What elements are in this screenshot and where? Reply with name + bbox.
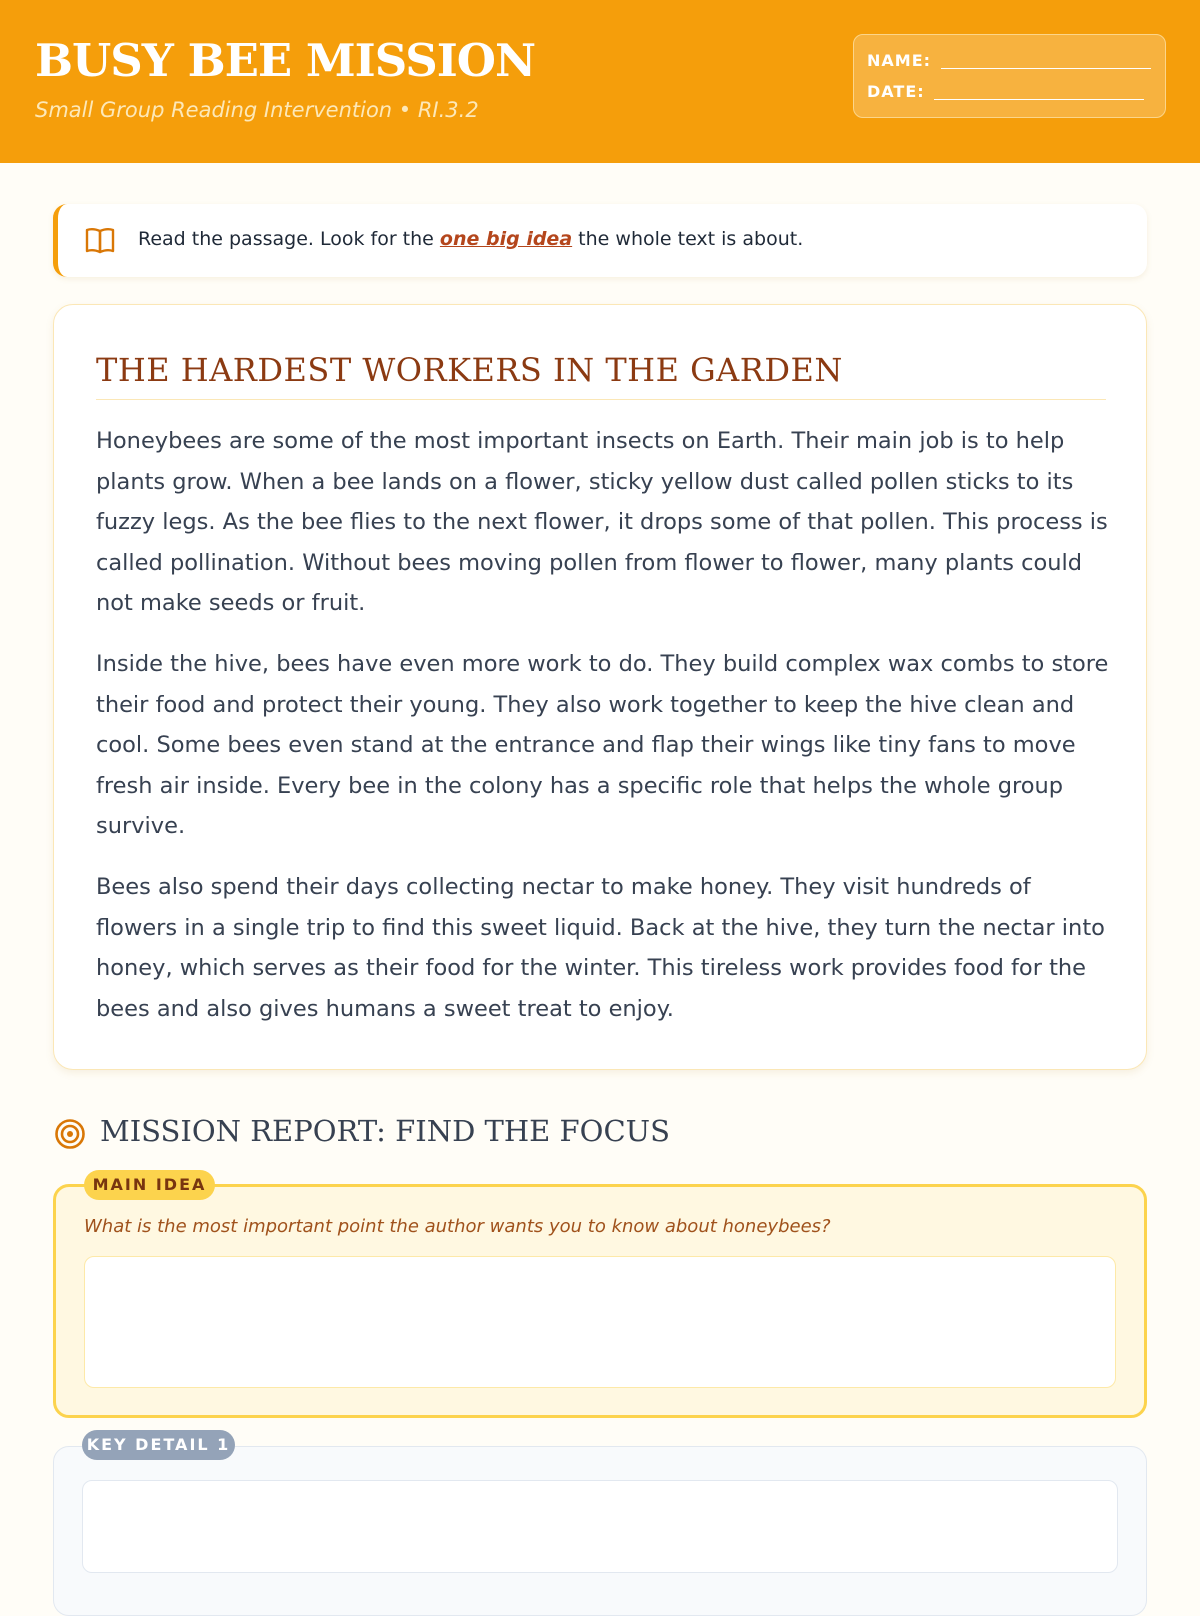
date-field[interactable] [934,99,1144,100]
passage-card [53,304,1147,1070]
worksheet-title: BUSY BEE MISSION [35,34,536,87]
instruction-banner [53,204,1147,277]
instruction-emphasis: one big idea [439,228,573,250]
header-banner [0,0,1200,163]
instruction-text-after: the whole text is about. [572,228,804,250]
instruction-text-before: Read the passage. Look for the [138,228,440,250]
passage-paragraph-2: Inside the hive, bees have even more work to do. They build complex wax combs to store their food and protect their young. They also work together to keep the hive clean and cool. Some bees even stand at the entrance and flap their wings like tiny fans to move fresh air inside. Every bee in the colony has a specific role that helps the whole group survive. [96,651,1109,839]
passage-title: THE HARDEST WORKERS IN THE GARDEN [96,351,843,389]
key-detail-1-answer-box[interactable] [82,1480,1118,1573]
worksheet-subtitle: Small Group Reading Intervention • RI.3.2 [35,98,479,122]
passage-paragraph-3: Bees also spend their days collecting nectar to make honey. They visit hundreds of flowers in a single trip to find this sweet liquid. Back at the hive, they turn the nectar into honey, which serves as their food for the winter. This tireless work provides food for the bees and also gives humans a sweet treat to enjoy. [96,874,1105,1022]
name-row [867,49,1157,73]
main-idea-answer-box[interactable] [84,1256,1116,1388]
name-label: NAME: [867,51,932,70]
date-row [867,80,1157,104]
target-icon [54,1118,86,1150]
date-label: DATE: [867,82,925,101]
name-date-box [853,34,1166,118]
main-idea-prompt: What is the most important point the author wants you to know about honeybees? [84,1216,831,1237]
mission-heading: MISSION REPORT: FIND THE FOCUS [100,1114,670,1148]
passage-divider [96,399,1106,400]
main-idea-label: MAIN IDEA [84,1170,215,1200]
instruction-text [138,228,803,250]
key-detail-1-label: KEY DETAIL 1 [82,1430,235,1460]
book-open-icon [84,224,116,256]
passage-paragraph-1: Honeybees are some of the most important insects on Earth. Their main job is to help plants grow. When a bee lands on a flower, sticky yellow dust called pollen sticks to its fuzzy legs. As the bee flies to the next flower, it drops some of that pollen. This process is called pollination. Without bees moving pollen from flower to flower, many plants could not make seeds or fruit. [96,428,1108,616]
name-field[interactable] [941,68,1151,69]
